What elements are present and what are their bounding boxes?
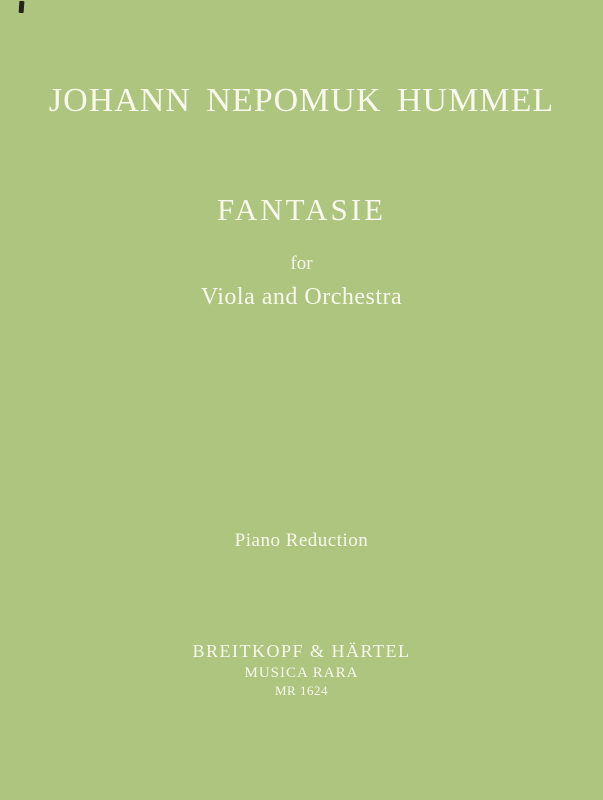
composer-name: JOHANN NEPOMUK HUMMEL bbox=[48, 82, 555, 119]
publisher-name: BREITKOPF & HÄRTEL bbox=[192, 641, 411, 661]
catalog-number: MR 1624 bbox=[275, 683, 328, 698]
print-artifact-mark bbox=[19, 1, 25, 13]
imprint-name: MUSICA RARA bbox=[244, 665, 359, 681]
instrumentation: Viola and Orchestra bbox=[200, 284, 403, 310]
for-label: for bbox=[290, 253, 313, 274]
work-title: FANTASIE bbox=[216, 192, 387, 227]
edition-label: Piano Reduction bbox=[234, 530, 369, 551]
